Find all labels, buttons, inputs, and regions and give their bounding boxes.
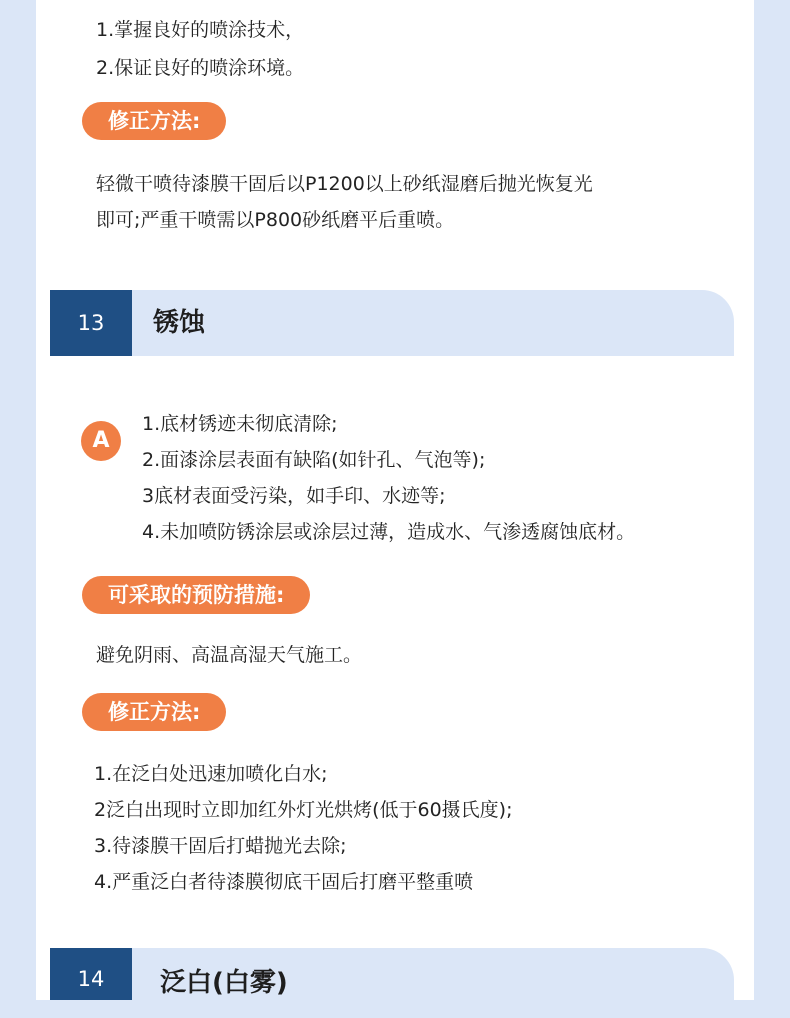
fix-method-label: 修正方法: <box>82 693 226 731</box>
cause-item: 4.未加喷防锈涂层或涂层过薄，造成水、气渗透腐蚀底材。 <box>142 521 636 543</box>
section-number: 13 <box>50 290 132 356</box>
fix-list-item: 3.待漆膜干固后打蜡抛光去除; <box>94 835 347 857</box>
fix-text-line: 即可;严重干喷需以P800砂纸磨平后重喷。 <box>96 209 455 231</box>
cause-item: 1.底材锈迹未彻底清除; <box>142 413 338 435</box>
prevention-text: 避免阴雨、高温高湿天气施工。 <box>96 644 363 666</box>
section-title: 泛白(白雾) <box>160 968 288 998</box>
fix-list-item: 4.严重泛白者待漆膜彻底干固后打磨平整重喷 <box>94 871 474 893</box>
fix-method-label: 修正方法: <box>82 102 226 140</box>
section-number: 14 <box>50 948 132 1000</box>
list-item: 1.掌握良好的喷涂技术， <box>96 19 305 41</box>
fix-list-item: 1.在泛白处迅速加喷化白水; <box>94 763 328 785</box>
cause-item: 2.面漆涂层表面有缺陷(如针孔、气泡等); <box>142 449 486 471</box>
list-item: 2.保证良好的喷涂环境。 <box>96 57 305 79</box>
prevention-label: 可采取的预防措施: <box>82 576 310 614</box>
section-title: 锈蚀 <box>153 308 206 338</box>
fix-list-item: 2泛白出现时立即加红外灯光烘烤(低于60摄氏度); <box>94 799 513 821</box>
section-header-14 <box>50 948 734 1000</box>
cause-badge-icon: A <box>81 421 121 461</box>
section-header-13 <box>50 290 734 356</box>
cause-item: 3底材表面受污染，如手印、水迹等; <box>142 485 446 507</box>
fix-text-line: 轻微干喷待漆膜干固后以P1200以上砂纸湿磨后抛光恢复光 <box>96 173 593 195</box>
